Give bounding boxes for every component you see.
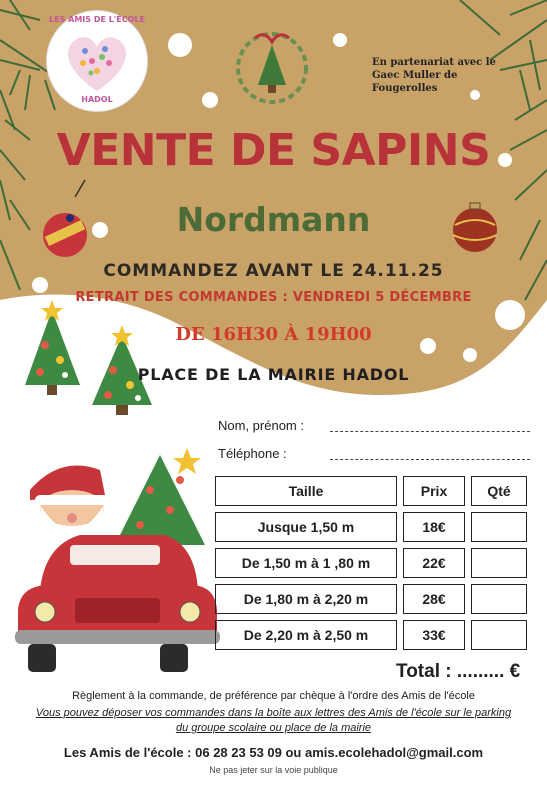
contact-info: Les Amis de l'école : 06 28 23 53 09 ou amis.ecolehadol@gmail.com bbox=[63, 745, 484, 760]
santa-car-illustration bbox=[15, 448, 220, 672]
price-cell: 18€ bbox=[403, 512, 465, 542]
table-row bbox=[215, 584, 527, 614]
price-cell: 33€ bbox=[403, 620, 465, 650]
logo-top-text: LES AMIS DE L'ÉCOLE bbox=[49, 15, 145, 24]
pickup-hours: DE 16H30 À 19H00 bbox=[175, 324, 372, 345]
header-price: Prix bbox=[403, 476, 465, 506]
name-field-label: Nom, prénom : bbox=[218, 418, 304, 433]
quantity-field[interactable] bbox=[471, 512, 527, 542]
total-field[interactable]: Total : ......... € bbox=[396, 661, 521, 682]
phone-field[interactable] bbox=[330, 459, 530, 460]
dropoff-note-line-2: du groupe scolaire ou place de la mairie bbox=[175, 722, 372, 734]
pickup-place: PLACE DE LA MAIRIE HADOL bbox=[137, 365, 410, 384]
partner-line-2: Gaec Muller de Fougerolles bbox=[372, 70, 458, 94]
table-row bbox=[215, 512, 527, 542]
size-cell: Jusque 1,50 m bbox=[215, 512, 397, 542]
main-title: VENTE DE SAPINS bbox=[56, 125, 491, 176]
table-row bbox=[215, 620, 527, 650]
name-field[interactable] bbox=[330, 431, 530, 432]
header-size: Taille bbox=[215, 476, 397, 506]
litter-note: Ne pas jeter sur la voie publique bbox=[209, 765, 338, 775]
size-cell: De 2,20 m à 2,50 m bbox=[215, 620, 397, 650]
partner-note bbox=[372, 56, 522, 95]
price-table bbox=[209, 470, 533, 656]
size-cell: De 1,50 m à 1 ,80 m bbox=[215, 548, 397, 578]
quantity-field[interactable] bbox=[471, 584, 527, 614]
price-cell: 28€ bbox=[403, 584, 465, 614]
quantity-field[interactable] bbox=[471, 548, 527, 578]
size-cell: De 1,80 m à 2,20 m bbox=[215, 584, 397, 614]
subtitle: Nordmann bbox=[176, 200, 371, 239]
order-deadline: COMMANDEZ AVANT LE 24.11.25 bbox=[103, 261, 444, 281]
school-association-logo bbox=[46, 10, 148, 112]
table-row bbox=[215, 548, 527, 578]
phone-field-label: Téléphone : bbox=[218, 446, 287, 461]
quantity-field[interactable] bbox=[471, 620, 527, 650]
table-header-row bbox=[215, 476, 527, 506]
pickup-info: RETRAIT DES COMMANDES : VENDREDI 5 DÉCEMBRE bbox=[75, 290, 472, 305]
price-cell: 22€ bbox=[403, 548, 465, 578]
partner-line-1: En partenariat avec le bbox=[372, 57, 496, 68]
logo-bottom-text: HADOL bbox=[81, 95, 113, 104]
payment-note: Règlement à la commande, de préférence par chèque à l'ordre des Amis de l'école bbox=[72, 690, 475, 702]
dropoff-note-line-1: Vous pouvez déposer vos commandes dans la boîte aux lettres des Amis de l'école sur le parking bbox=[35, 707, 512, 719]
header-qty: Qté bbox=[471, 476, 527, 506]
